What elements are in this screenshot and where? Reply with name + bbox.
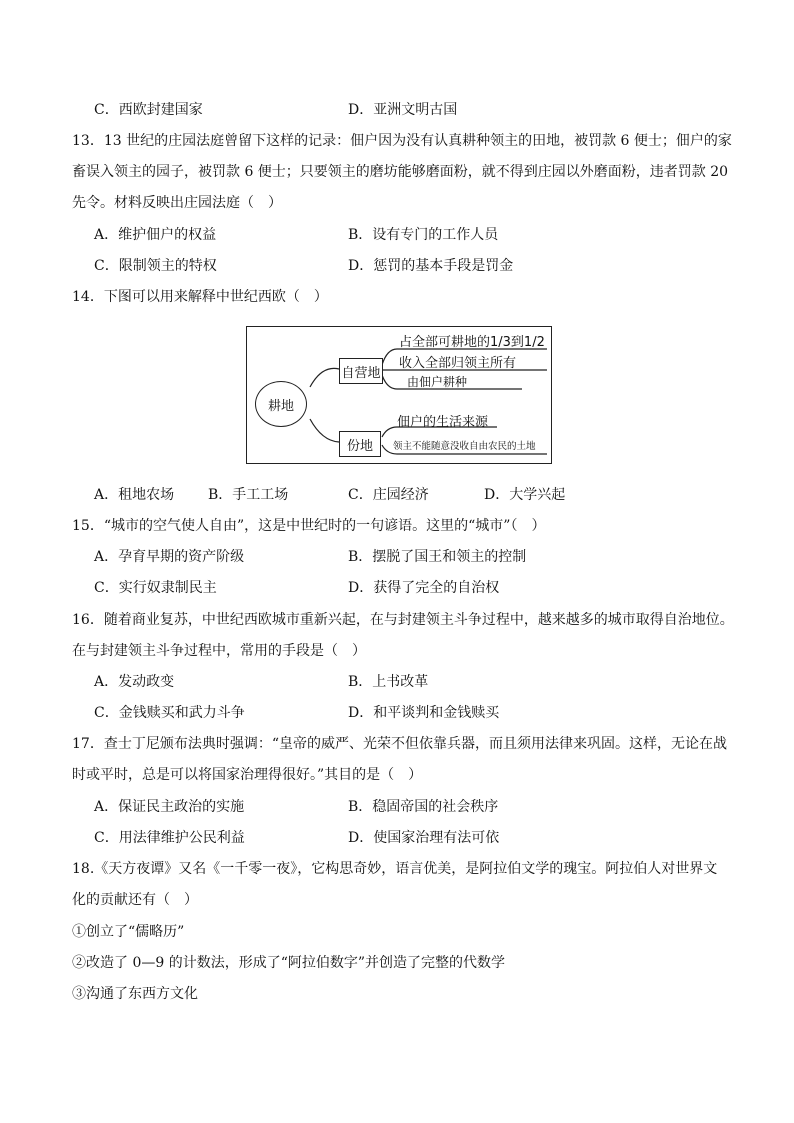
q16-stem-line-1: 16．随着商业复苏，中世纪西欧城市重新兴起，在与封建领主斗争过程中，越来越多的城市取得自治地位。	[72, 612, 734, 628]
demesne-item-3: 由佃户耕种	[407, 375, 468, 389]
diagram-branch-tenant-land: 份地	[339, 431, 381, 457]
tenant-land-item-2: 领主不能随意没收自由农民的土地	[393, 441, 536, 452]
q12-option-d: D．亚洲文明古国	[348, 102, 458, 118]
q14-option-c: C．庄园经济	[348, 487, 429, 503]
q18-item-2: ②改造了 0—9 的计数法，形成了“阿拉伯数字”并创造了完整的代数学	[72, 955, 506, 971]
diagram-branch-demesne: 自营地	[339, 358, 383, 384]
q16-option-b: B．上书改革	[348, 674, 429, 690]
q13-option-c: C．限制领主的特权	[94, 258, 217, 274]
q15-option-a: A．孕育早期的资产阶级	[94, 549, 245, 565]
q16-option-a: A．发动政变	[94, 674, 175, 690]
q13-stem-line-1: 13．13 世纪的庄园法庭曾留下这样的记录：佃户因为没有认真耕种领主的田地，被罚款 6 便士；佃户的家	[72, 133, 732, 149]
q17-stem-line-2: 时或平时，总是可以将国家治理得很好。”其目的是（ ）	[72, 767, 423, 783]
q16-option-c: C．金钱赎买和武力斗争	[94, 705, 245, 721]
q17-option-c: C．用法律维护公民利益	[94, 830, 245, 846]
demesne-item-1: 占全部可耕地的1/3到1/2	[399, 335, 545, 350]
q17-option-a: A．保证民主政治的实施	[94, 799, 245, 815]
q13-stem-line-2: 畜误入领主的园子，被罚款 6 便士；只要领主的磨坊能够磨面粉，就不得到庄园以外磨面粉，违者罚款 20	[72, 164, 729, 180]
demesne-item-2: 收入全部归领主所有	[399, 356, 517, 371]
diagram-root-node: 耕地	[255, 381, 307, 427]
q18-stem-line-2: 化的贡献还有（ ）	[72, 892, 198, 908]
q12-option-c: C．西欧封建国家	[94, 102, 203, 118]
tenant-land-item-1: 佃户的生活来源	[397, 415, 489, 430]
q13-option-a: A．维护佃户的权益	[94, 227, 217, 243]
q16-option-d: D．和平谈判和金钱赎买	[348, 705, 500, 721]
q18-stem-line-1: 18.《天方夜谭》又名《一千零一夜》，它构思奇妙，语言优美，是阿拉伯文学的瑰宝。阿拉伯人对世界文	[72, 861, 718, 877]
q18-item-3: ③沟通了东西方文化	[72, 986, 198, 1002]
q15-option-b: B．摆脱了国王和领主的控制	[348, 549, 527, 565]
land-structure-diagram	[246, 326, 552, 464]
q14-option-a: A．租地农场	[94, 487, 175, 503]
q17-option-d: D．使国家治理有法可依	[348, 830, 500, 846]
q14-option-b: B．手工工场	[208, 487, 289, 503]
q14-stem: 14．下图可以用来解释中世纪西欧（ ）	[72, 289, 328, 305]
q13-option-b: B．设有专门的工作人员	[348, 227, 499, 243]
q13-stem-line-3: 先令。材料反映出庄园法庭（ ）	[72, 195, 282, 211]
q15-option-c: C．实行奴隶制民主	[94, 580, 217, 596]
q17-option-b: B．稳固帝国的社会秩序	[348, 799, 499, 815]
q18-item-1: ①创立了“儒略历”	[72, 924, 185, 940]
q15-stem: 15．“城市的空气使人自由”，这是中世纪时的一句谚语。这里的“城市”（ ）	[72, 518, 546, 534]
q14-option-d: D．大学兴起	[484, 487, 566, 503]
q13-option-d: D．惩罚的基本手段是罚金	[348, 258, 514, 274]
q16-stem-line-2: 在与封建领主斗争过程中，常用的手段是（ ）	[72, 643, 366, 659]
q17-stem-line-1: 17．查士丁尼颁布法典时强调：“皇帝的威严、光荣不但依靠兵器，而且须用法律来巩固。这样，无论在战	[72, 736, 727, 752]
q15-option-d: D．获得了完全的自治权	[348, 580, 500, 596]
